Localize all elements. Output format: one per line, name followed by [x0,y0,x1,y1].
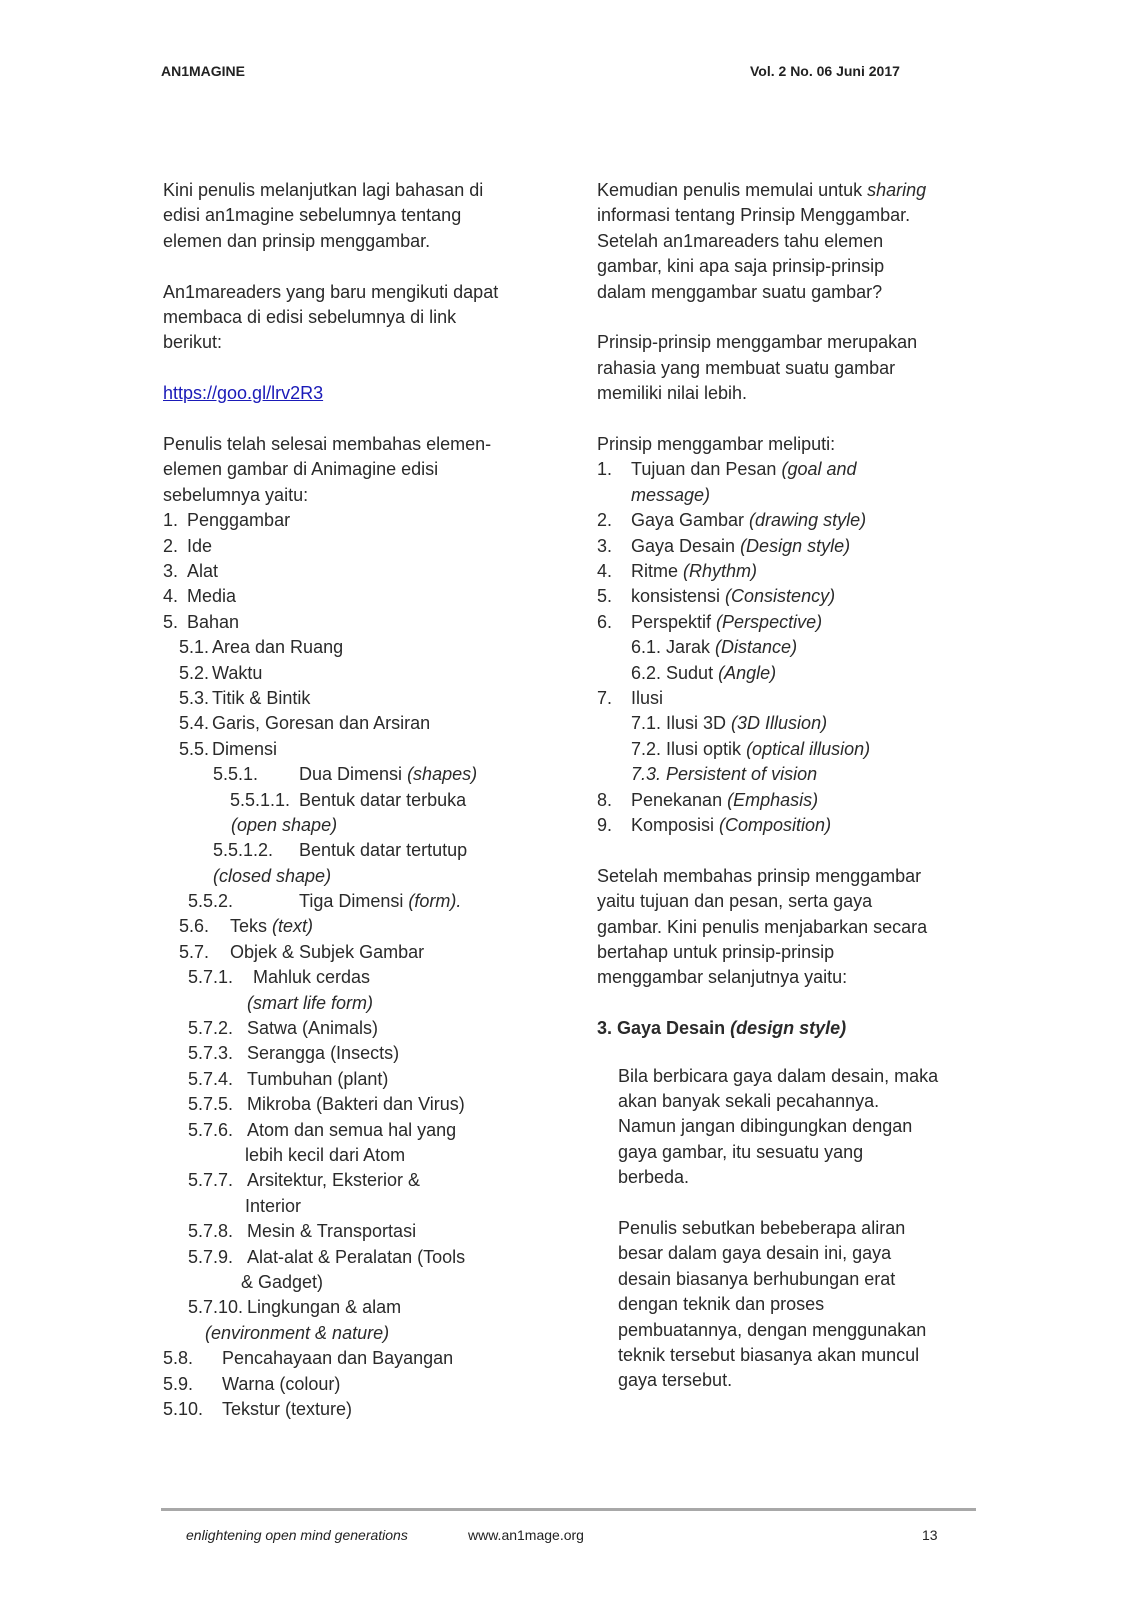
element-item-number: 3. [163,561,179,582]
principle-item [597,635,987,660]
principle-item-italic: (Angle) [718,662,777,683]
text-line: berikut: [163,332,223,353]
principle-item-number: 2. [597,510,613,531]
right-intro-paragraph [597,178,987,305]
principle-item-number: 6. [597,611,613,632]
text-line: pembuatannya, dengan menggunakan [618,1319,927,1340]
element-item-number: 5. [163,611,179,632]
element-item [163,1397,563,1422]
text-line: membaca di edisi sebelumnya di link [163,307,457,328]
element-item-text: Mesin & Transportasi [247,1221,417,1242]
footer-divider [161,1508,976,1511]
element-item-text: Tumbuhan (plant) [247,1068,389,1089]
text-line: An1mareaders yang baru mengikuti dapat [163,281,499,302]
element-item-text: Penggambar [187,510,291,531]
secret-paragraph [597,330,987,406]
elements-list [163,508,563,1422]
element-item [163,737,563,762]
element-item [163,889,563,914]
element-item [163,584,563,609]
principle-item [597,737,987,762]
element-item [163,1219,563,1244]
element-item-text: Dua Dimensi (shapes) [299,764,478,785]
element-item [163,635,563,660]
element-item [163,1041,563,1066]
element-item [163,762,563,787]
principle-item-text: 6.1. Jarak (Distance) [631,637,798,658]
principle-item-number: 9. [597,814,613,835]
principle-item-text [631,762,817,787]
principle-item [597,584,987,609]
element-item-number: 5.4. [179,713,210,734]
element-item [163,1321,563,1346]
element-item-italic: (smart life form) [247,992,373,1013]
principle-item [597,762,987,787]
principle-item-italic: (Emphasis) [727,789,819,810]
element-item-text: Bentuk datar terbuka [299,789,467,810]
principle-item-number: 5. [597,586,613,607]
element-item [163,1372,563,1397]
principles-title: Prinsip menggambar meliputi: [597,434,836,455]
element-item-text: Tiga Dimensi (form). [299,891,462,912]
element-item-text: Garis, Goresan dan Arsiran [212,713,431,734]
text-line: gaya gambar, itu sesuatu yang [618,1141,864,1162]
element-item [163,991,563,1016]
text-line: rahasia yang membuat suatu gambar [597,357,896,378]
principle-item-text: Komposisi (Composition) [631,814,832,835]
page-number: 13 [922,1527,938,1543]
principle-item-italic: (Design style) [740,535,851,556]
element-item-number: 5.7.6. [188,1119,234,1140]
element-item-number: 5.2. [179,662,210,683]
section-heading [597,1016,987,1041]
principle-item [597,788,987,813]
element-item-text: Media [187,586,237,607]
text-line: akan banyak sekali pecahannya. [618,1090,880,1111]
principle-item-number: 4. [597,561,613,581]
element-item-number: 5.5. [179,738,210,759]
element-item-text: Dimensi [212,738,278,759]
text-span: Kemudian penulis memulai untuk [597,180,868,200]
principle-item-italic: message) [631,484,711,505]
principle-item-text: Penekanan (Emphasis) [631,789,819,810]
principle-item-italic: (Distance) [715,637,798,658]
element-item-text: Atom dan semua hal yang [247,1119,457,1140]
principle-item-italic: (Composition) [719,814,832,835]
left-column [163,178,563,1422]
element-item-text: Bahan [187,611,240,632]
text-line: dalam menggambar suatu gambar? [597,281,883,302]
element-item-text: Tekstur (texture) [222,1398,353,1419]
text-line: gaya tersebut. [618,1370,733,1391]
element-item-italic: (text) [272,916,314,937]
element-item [163,1270,563,1295]
text-line: Namun jangan dibingungkan dengan [618,1116,913,1137]
element-item [163,661,563,686]
text-line: gambar. Kini penulis menjabarkan secara [597,916,928,937]
element-item-text: lebih kecil dari Atom [245,1145,406,1165]
element-item [163,508,563,533]
text-line: gambar, kini apa saja prinsip-prinsip [597,256,885,277]
element-item-number: 5.6. [179,916,210,937]
element-item-text: Mikroba (Bakteri dan Virus) [247,1094,465,1115]
text-line: Prinsip-prinsip menggambar merupakan [597,332,918,353]
element-item-text: Serangga (Insects) [247,1043,400,1064]
element-item-number: 2. [163,535,179,556]
element-item [163,1295,563,1320]
element-item-number: 5.5.1.2. [213,840,274,861]
principle-item-number: 8. [597,789,613,810]
element-item [163,1143,563,1168]
element-item-text [247,991,373,1016]
element-item-text: Mahluk cerdas [253,967,371,988]
footer-url[interactable]: www.an1mage.org [468,1527,584,1543]
element-item-text [231,813,337,838]
text-line: elemen dan prinsip menggambar. [163,230,431,251]
element-item [163,838,563,863]
element-item [163,686,563,711]
element-item-number: 5.8. [163,1348,194,1369]
element-item [163,559,563,584]
element-item-text: Alat-alat & Peralatan (Tools [247,1246,466,1267]
text-line: sebelumnya yaitu: [163,484,309,505]
principle-item-italic: 7.3. Persistent of vision [631,764,818,785]
element-item-italic: (open shape) [231,814,338,835]
element-item-italic: (shapes) [407,764,478,785]
element-item [163,1168,563,1193]
text-line: yaitu tujuan dan pesan, serta gaya [597,891,873,912]
principle-item-italic: (3D Illusion) [731,713,828,734]
text-line: memiliki nilai lebih. [597,383,748,404]
principle-item-text: Gaya Gambar (drawing style) [631,510,867,531]
element-item-number: 5.7.5. [188,1094,234,1115]
element-item-text: Bentuk datar tertutup [299,840,468,861]
text-line: Kini penulis melanjutkan lagi bahasan di [163,180,484,200]
element-item-text: Area dan Ruang [212,637,344,658]
element-item-number: 5.5.2. [188,891,234,912]
element-item [163,813,563,838]
element-item-number: 4. [163,586,179,607]
element-item-text: Objek & Subjek Gambar [230,941,425,962]
principle-item-italic: (Rhythm) [683,561,758,581]
text-line: teknik tersebut biasanya akan muncul [618,1344,920,1365]
element-item [163,1016,563,1041]
principle-item [597,610,987,635]
element-item [163,864,563,889]
element-item-number: 5.7.1. [188,967,234,988]
element-item [163,1067,563,1092]
text-line: informasi tentang Prinsip Menggambar. [597,205,911,226]
section-heading-italic: (design style) [730,1018,847,1039]
text-line: dengan teknik dan proses [618,1294,825,1315]
element-item-text: Teks (text) [230,916,314,937]
element-item [163,610,563,635]
element-item-number: 5.10. [163,1398,204,1419]
element-item-text: Warna (colour) [222,1373,341,1394]
principles-list [597,457,987,838]
element-item [163,788,563,813]
element-item-number: 5.7.7. [188,1170,234,1191]
principle-item-text: 7.1. Ilusi 3D (3D Illusion) [631,713,828,734]
element-item-number: 5.1. [179,637,210,658]
principle-item-italic: (Consistency) [725,586,836,607]
element-item-text: Pencahayaan dan Bayangan [222,1348,454,1369]
principle-item-text [631,483,710,508]
element-item-text: Lingkungan & alam [247,1297,402,1318]
element-item-number: 5.7.10. [188,1297,244,1318]
principle-item-number: 7. [597,687,613,708]
element-item-text: Alat [187,561,219,582]
element-item-number: 5.7.4. [188,1068,234,1089]
principle-item-italic: (optical illusion) [746,738,871,759]
text-line: bertahap untuk prinsip-prinsip [597,941,835,962]
element-item [163,1092,563,1117]
element-item [163,1118,563,1143]
principle-item-text: 7.2. Ilusi optik (optical illusion) [631,738,871,759]
element-item-number: 5.9. [163,1373,194,1394]
element-item-text: & Gadget) [241,1271,324,1292]
element-item-number: 5.7. [179,941,210,962]
element-item-italic: (closed shape) [213,865,332,886]
element-item [163,1194,563,1219]
principle-item-text: Ritme (Rhythm) [631,561,758,581]
journal-title: AN1MAGINE [161,63,246,79]
element-item-number: 5.5.1.1. [230,789,291,810]
text-line: Setelah an1mareaders tahu elemen [597,230,884,251]
text-line: elemen gambar di Animagine edisi [163,459,439,480]
element-item [163,534,563,559]
element-item [163,711,563,736]
element-item [163,965,563,990]
principle-item [597,813,987,838]
text-line: Setelah membahas prinsip menggambar [597,865,922,886]
principle-item-number: 3. [597,535,613,556]
element-item-italic: (form). [408,891,462,912]
principle-item [597,534,987,559]
principle-item [597,483,987,508]
text-line: Penulis telah selesai membahas elemen- [163,434,492,455]
section-heading-text: 3. Gaya Desain [597,1018,731,1039]
readers-paragraph [163,280,563,356]
element-item-number: 5.5.1. [213,764,259,785]
principle-item-text: konsistensi (Consistency) [631,586,836,607]
text-line: Penulis sebutkan bebeberapa aliran [618,1217,906,1238]
element-item-text: Titik & Bintik [212,687,311,708]
principle-item-number: 1. [597,459,613,480]
intro-paragraph [163,178,563,254]
element-item [163,940,563,965]
element-item-number: 5.7.3. [188,1043,234,1064]
principle-item-text: Ilusi [631,687,664,708]
principle-item-text: Tujuan dan Pesan (goal and [631,459,857,480]
element-item-text [213,864,331,889]
principle-item [597,559,987,584]
element-item [163,1245,563,1270]
text-line: besar dalam gaya desain ini, gaya [618,1243,892,1264]
principle-item [597,686,987,711]
element-item-number: 1. [163,510,179,531]
element-item-text: Satwa (Animals) [247,1018,379,1039]
element-item-number: 5.7.8. [188,1221,234,1242]
after-paragraph [597,864,987,991]
principle-item-italic: (Perspective) [716,611,823,632]
principle-item-italic: (drawing style) [749,510,867,531]
principle-item-text: 6.2. Sudut (Angle) [631,662,777,683]
element-item-number: 5.3. [179,687,210,708]
principle-item [597,711,987,736]
text-span-italic: sharing [867,180,927,200]
principle-item-text: Gaya Desain (Design style) [631,535,851,556]
element-item-text [205,1321,389,1346]
done-paragraph [163,432,563,508]
right-column [597,178,987,1394]
element-item [163,914,563,939]
text-line: menggambar selanjutnya yaitu: [597,967,848,988]
issue-info: Vol. 2 No. 06 Juni 2017 [750,63,900,79]
element-item-number: 5.7.2. [188,1018,234,1039]
text-line: desain biasanya berhubungan erat [618,1268,896,1289]
text-line: edisi an1magine sebelumnya tentang [163,205,462,226]
text-line: Bila berbicara gaya dalam desain, maka [618,1065,939,1086]
principle-item-text: Perspektif (Perspective) [631,611,823,632]
element-item-number: 5.7.9. [188,1246,234,1267]
footer-slogan: enlightening open mind generations [186,1527,408,1543]
element-item-text: Interior [245,1195,302,1216]
previous-edition-link[interactable]: https://goo.gl/lrv2R3 [163,383,324,404]
text-line: berbeda. [618,1167,690,1188]
element-item [163,1346,563,1371]
principle-item [597,661,987,686]
principle-item [597,457,987,482]
principle-item-italic: (goal and [781,459,857,480]
design-style-paragraph-1 [597,1064,987,1191]
principle-item [597,508,987,533]
element-item-text: Waktu [212,662,263,683]
element-item-text: Ide [187,535,213,556]
element-item-italic: (environment & nature) [205,1322,390,1343]
element-item-text: Arsitektur, Eksterior & [247,1170,421,1191]
design-style-paragraph-2 [597,1216,987,1394]
